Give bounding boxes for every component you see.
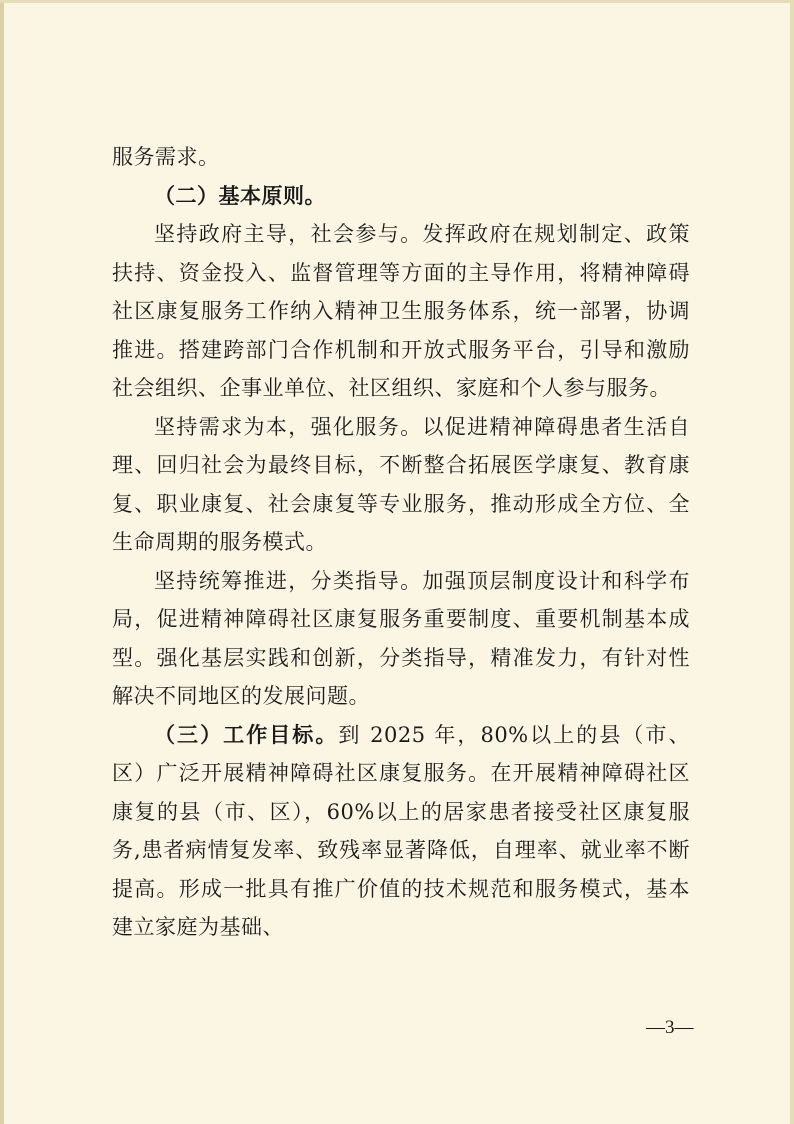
paragraph-government-led: 坚持政府主导，社会参与。发挥政府在规划制定、政策扶持、资金投入、监督管理等方面的主导作用，将精神障碍社区康复服务工作纳入精神卫生服务体系，统一部署，协调推进。搭建跨部门合作机制和开放式服务平台，引导和激励社会组织、企事业单位、社区组织、家庭和个人参与服务。 <box>112 222 690 400</box>
work-goals-text: 到 2025 年，80%以上的县（市、区）广泛开展精神障碍社区康复服务。在开展精神障碍社区康复的县（市、区），60%以上的居家患者接受社区康复服务,患者病情复发率、致残率显著降低，自理率、就业率不断提高。形成一批具有推广价值的技术规范和服务模式，基本建立家庭为基础、 <box>112 722 690 939</box>
paragraph-demand-oriented: 坚持需求为本，强化服务。以促进精神障碍患者生活自理、回归社会为最终目标，不断整合拓展医学康复、教育康复、职业康复、社会康复等专业服务，推动形成全方位、全生命周期的服务模式。 <box>112 414 690 554</box>
paragraph-continuation: 服务需求。 <box>112 145 220 169</box>
page-number: —3— <box>646 1017 694 1038</box>
page-edge-top <box>0 0 794 3</box>
document-body <box>112 138 690 947</box>
page-edge-left <box>0 0 4 1124</box>
page-edge-right <box>790 0 794 1124</box>
paragraph-coordinated: 坚持统筹推进，分类指导。加强顶层制度设计和科学布局，促进精神障碍社区康复服务重要制度、重要机制基本成型。强化基层实践和创新，分类指导，精准发力，有针对性解决不同地区的发展问题。 <box>112 568 690 708</box>
paragraph-work-goals <box>112 716 690 947</box>
section-heading-goals: （三）工作目标。 <box>154 721 339 747</box>
section-heading-principles: （二）基本原则。 <box>154 182 326 208</box>
